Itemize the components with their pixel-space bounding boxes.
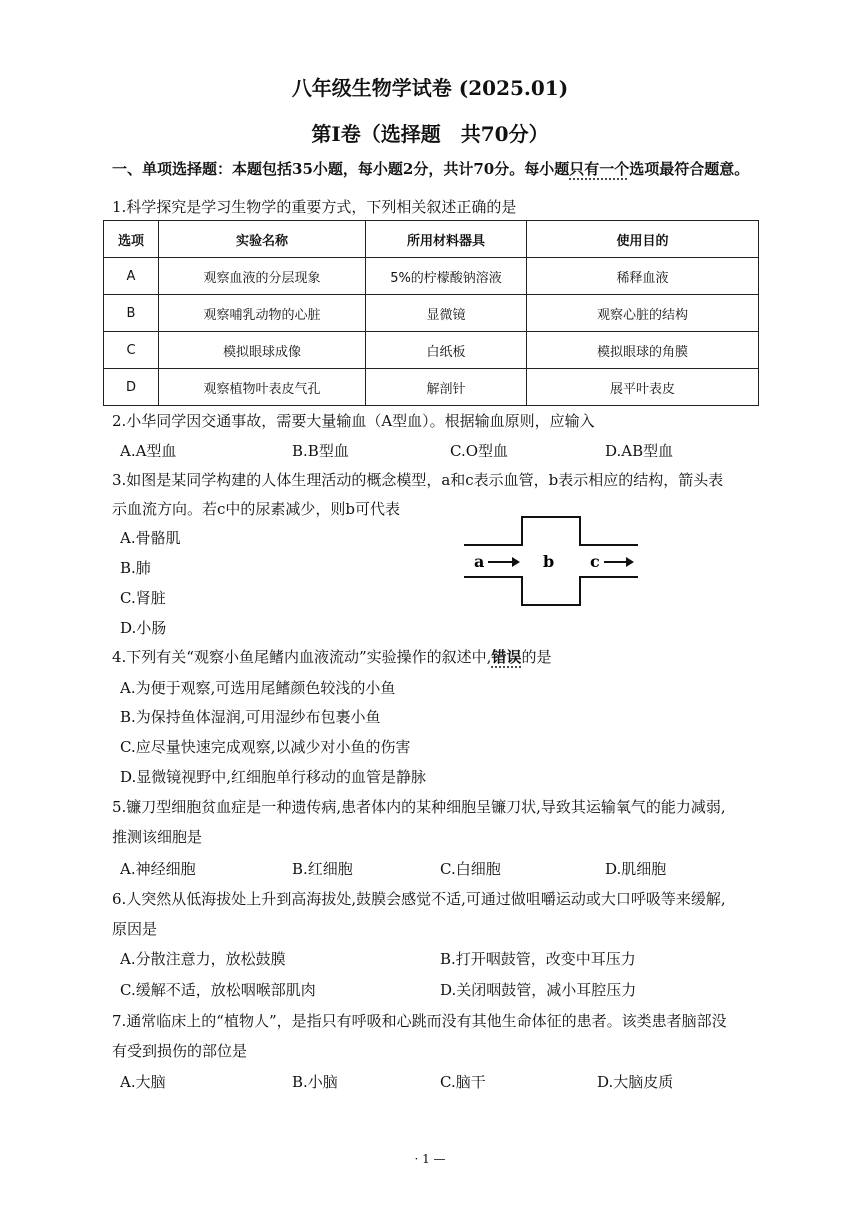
q6-stem-line2: 原因是 xyxy=(112,920,158,938)
q5-stem-line2: 推测该细胞是 xyxy=(112,828,203,846)
q3-option-d: D.小肠 xyxy=(120,619,167,637)
q2-stem: 2.小华同学因交通事故，需要大量输血（A型血）。根据输血原则，应输入 xyxy=(112,412,595,430)
label-c: c xyxy=(590,552,600,571)
label-a: a xyxy=(474,552,485,571)
table-cell: A xyxy=(104,258,159,295)
table-header-row xyxy=(104,221,759,258)
section-instructions xyxy=(112,158,749,179)
q1-stem: 1.科学探究是学习生物学的重要方式，下列相关叙述正确的是 xyxy=(112,198,517,216)
q5-option-b: B.红细胞 xyxy=(292,860,353,878)
q7-option-c: C.脑干 xyxy=(440,1073,486,1091)
table-cell: 解剖针 xyxy=(366,369,527,406)
q4-stem-before: 4.下列有关“观察小鱼尾鳍内血液流动”实验操作的叙述中, xyxy=(112,648,492,666)
q4-option-b: B.为保持鱼体湿润,可用湿纱布包裹小鱼 xyxy=(120,708,381,726)
q5-option-d: D.肌细胞 xyxy=(605,860,667,878)
section-text-after: 选项最符合题意。 xyxy=(629,160,750,178)
q3-stem-line1: 3.如图是某同学构建的人体生理活动的概念模型，a和c表示血管，b表示相应的结构，箭头表 xyxy=(112,471,724,489)
q3-option-c: C.肾脏 xyxy=(120,589,166,607)
table-row xyxy=(104,332,759,369)
table-cell: 稀释血液 xyxy=(527,258,759,295)
q4-option-a: A.为便于观察,可选用尾鳍颜色较浅的小鱼 xyxy=(120,679,396,697)
table-row xyxy=(104,295,759,332)
q6-option-c: C.缓解不适，放松咽喉部肌肉 xyxy=(120,981,316,999)
section-text-before: 一、单项选择题：本题包括35小题，每小题2分，共计70分。每小题 xyxy=(112,160,570,178)
q7-stem-line1: 7.通常临床上的“植物人”，是指只有呼吸和心跳而没有其他生命体征的患者。该类患者脑部没 xyxy=(112,1012,727,1030)
arrow-a-head xyxy=(512,557,520,567)
q6-stem-line1: 6.人突然从低海拔处上升到高海拔处,鼓膜会感觉不适,可通过做咀嚼运动或大口呼吸等来缓解, xyxy=(112,890,726,908)
table-cell: 展平叶表皮 xyxy=(527,369,759,406)
table-header: 使用目的 xyxy=(527,221,759,258)
table-row xyxy=(104,369,759,406)
section-emphasis: 只有一个 xyxy=(569,160,630,178)
table-cell: D xyxy=(104,369,159,406)
exam-title: 八年级生物学试卷 (2025.01) xyxy=(291,76,569,100)
part-title: 第Ⅰ卷（选择题 共70分） xyxy=(311,122,549,146)
q6-option-b: B.打开咽鼓管，改变中耳压力 xyxy=(440,950,636,968)
q3-option-b: B.肺 xyxy=(120,559,151,577)
table-cell: 5%的柠檬酸钠溶液 xyxy=(366,258,527,295)
arrow-c-head xyxy=(626,557,634,567)
q7-option-d: D.大脑皮质 xyxy=(597,1073,674,1091)
q4-stem-after: 的是 xyxy=(521,648,552,666)
table-cell: 观察植物叶表皮气孔 xyxy=(159,369,366,406)
q5-stem-line1: 5.镰刀型细胞贫血症是一种遗传病,患者体内的某种细胞呈镰刀状,导致其运输氧气的能力减弱, xyxy=(112,798,726,816)
q2-option-a: A.A型血 xyxy=(120,442,177,460)
table-cell: 显微镜 xyxy=(366,295,527,332)
q4-stem xyxy=(112,646,551,667)
table-row xyxy=(104,258,759,295)
q4-stem-emphasis: 错误 xyxy=(491,648,522,666)
table-cell: 白纸板 xyxy=(366,332,527,369)
q7-option-b: B.小脑 xyxy=(292,1073,338,1091)
label-b: b xyxy=(543,552,555,571)
table-cell: 模拟眼球的角膜 xyxy=(527,332,759,369)
q4-option-c: C.应尽量快速完成观察,以减少对小鱼的伤害 xyxy=(120,738,411,756)
table-header: 实验名称 xyxy=(159,221,366,258)
table-cell: B xyxy=(104,295,159,332)
q2-option-b: B.B型血 xyxy=(292,442,349,460)
q4-option-d: D.显微镜视野中,红细胞单行移动的血管是静脉 xyxy=(120,768,427,786)
q6-option-a: A.分散注意力，放松鼓膜 xyxy=(120,950,286,968)
blood-flow-diagram xyxy=(462,515,642,607)
q1-table xyxy=(103,220,759,406)
q7-option-a: A.大脑 xyxy=(120,1073,166,1091)
page-number: · 1 — xyxy=(414,1152,446,1166)
q5-option-c: C.白细胞 xyxy=(440,860,501,878)
q7-stem-line2: 有受到损伤的部位是 xyxy=(112,1042,248,1060)
table-header: 所用材料器具 xyxy=(366,221,527,258)
table-cell: 观察血液的分层现象 xyxy=(159,258,366,295)
table-cell: 观察心脏的结构 xyxy=(527,295,759,332)
table-cell: C xyxy=(104,332,159,369)
table-header: 选项 xyxy=(104,221,159,258)
q6-option-d: D.关闭咽鼓管，减小耳腔压力 xyxy=(440,981,637,999)
table-cell: 观察哺乳动物的心脏 xyxy=(159,295,366,332)
q2-option-c: C.O型血 xyxy=(450,442,509,460)
q3-option-a: A.骨骼肌 xyxy=(120,529,181,547)
q5-option-a: A.神经细胞 xyxy=(120,860,196,878)
table-cell: 模拟眼球成像 xyxy=(159,332,366,369)
q2-option-d: D.AB型血 xyxy=(605,442,674,460)
q3-stem-line2: 示血流方向。若c中的尿素减少，则b可代表 xyxy=(112,500,401,518)
